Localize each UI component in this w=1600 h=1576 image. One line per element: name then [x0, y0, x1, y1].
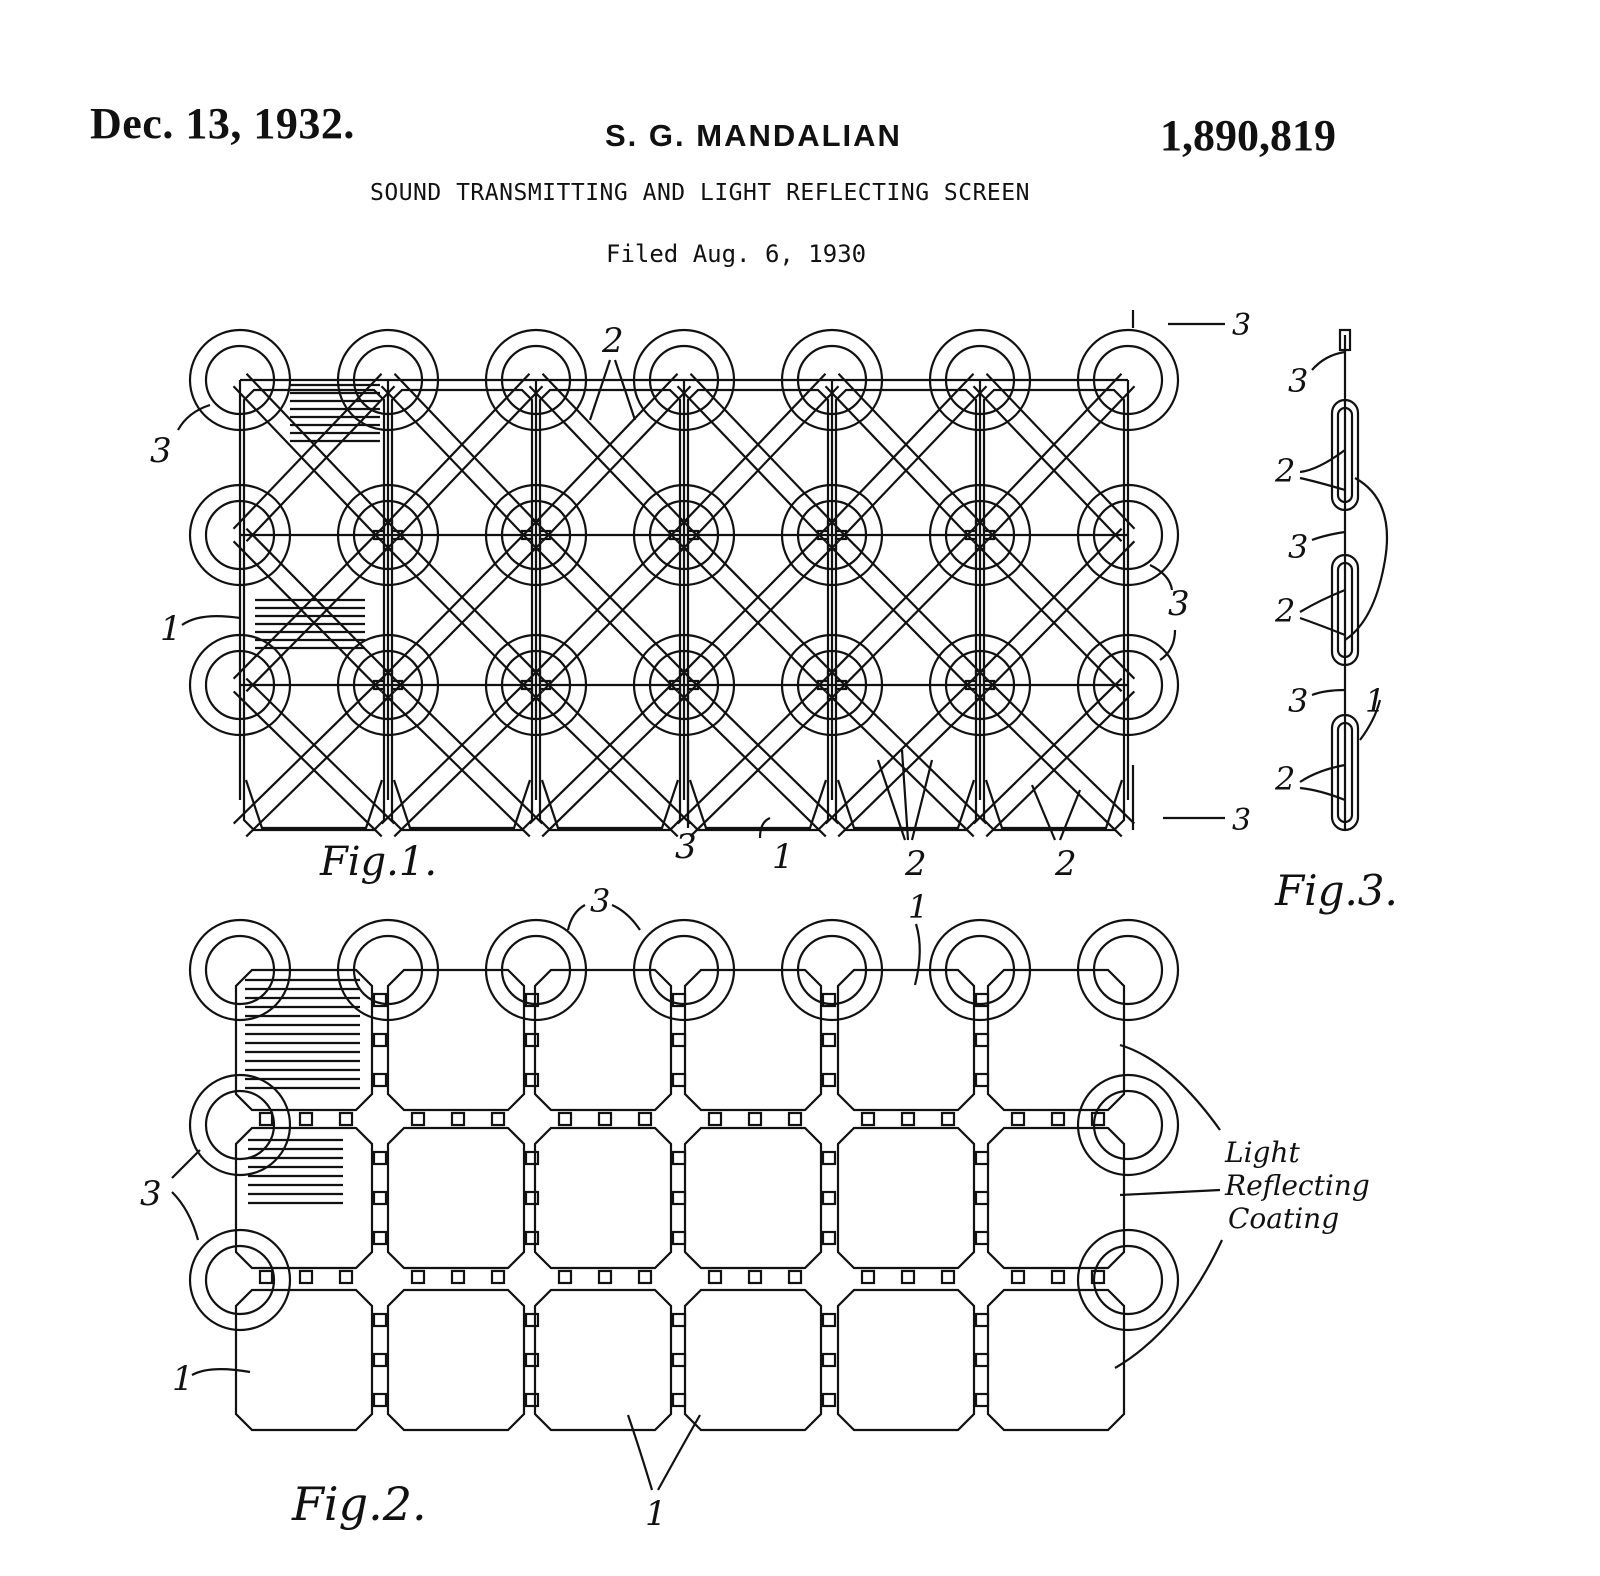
ref-2-fig3-a: 2	[1275, 452, 1296, 490]
ref-1-fig2-top: 1	[908, 888, 929, 926]
fig2-connector	[374, 1354, 386, 1366]
fig1-link-bar	[530, 529, 691, 692]
fig1-bottom-edge	[394, 780, 530, 828]
fig2-connector	[526, 1232, 538, 1244]
fig2-tile-r1-c1	[388, 1128, 524, 1268]
fig1-link-bar	[382, 529, 543, 692]
fig1-link-bar	[234, 529, 395, 692]
ref-3-fig1-right: 3	[1168, 584, 1190, 624]
fig2-connector	[374, 1152, 386, 1164]
fig2-connector	[260, 1113, 272, 1125]
fig2-connector	[823, 1074, 835, 1086]
fig2-connector	[976, 1152, 988, 1164]
fig2-connector	[374, 1232, 386, 1244]
fig2-connector	[452, 1113, 464, 1125]
ref-2-fig1-bottom-a: 2	[905, 844, 927, 884]
fig2-connector	[709, 1113, 721, 1125]
ref-3-fig2-top: 3	[590, 882, 611, 920]
fig2-connector	[412, 1113, 424, 1125]
fig1-link-bar	[826, 529, 987, 692]
fig1-bottom-edge	[690, 780, 826, 828]
figure-2-label: Fig.2.	[292, 1477, 427, 1531]
fig2-connector	[526, 1152, 538, 1164]
fig1-backing-panel	[244, 390, 384, 830]
fig2-tile-r2-c2	[535, 1290, 671, 1430]
fig2-connector	[673, 1314, 685, 1326]
figure-3-label: Fig.3.	[1275, 866, 1398, 915]
fig2-connector	[749, 1113, 761, 1125]
fig2-connector	[976, 1354, 988, 1366]
fig2-connector	[300, 1113, 312, 1125]
fig2-connector	[526, 1034, 538, 1046]
fig2-connector	[673, 1354, 685, 1366]
fig1-link-bar	[678, 529, 839, 692]
ref-1-fig2-bottom: 1	[645, 1494, 667, 1534]
fig1-link-bar	[826, 529, 987, 692]
fig2-connector	[452, 1271, 464, 1283]
fig2-connector	[1012, 1271, 1024, 1283]
coating-label-line2: Reflecting	[1225, 1169, 1370, 1202]
fig2-connector	[823, 1192, 835, 1204]
fig2-tile-r2-c5	[988, 1290, 1124, 1430]
fig2-connector	[340, 1113, 352, 1125]
fig2-connector	[526, 1354, 538, 1366]
fig2-connector	[823, 1394, 835, 1406]
fig2-connector	[823, 1314, 835, 1326]
fig2-connector	[976, 1034, 988, 1046]
fig1-backing-panel	[984, 390, 1124, 830]
figure-2-drawing	[190, 920, 1178, 1430]
ref-2-fig3-c: 2	[1275, 760, 1296, 798]
fig1-backing-panel	[392, 390, 532, 830]
fig2-connector	[1052, 1271, 1064, 1283]
ref-2-fig3-b: 2	[1275, 592, 1296, 630]
fig2-connector	[942, 1113, 954, 1125]
fig1-link-bar	[677, 374, 838, 541]
fig1-bottom-edge	[246, 780, 382, 828]
fig2-connector	[749, 1271, 761, 1283]
fig2-connector	[526, 1314, 538, 1326]
patent-number: 1,890,819	[1160, 111, 1336, 160]
fig2-connector	[492, 1113, 504, 1125]
fig1-link-bar	[825, 374, 986, 541]
fig2-tile-r2-c1	[388, 1290, 524, 1430]
fig2-connector	[976, 1192, 988, 1204]
fig2-tile-r0-c3	[685, 970, 821, 1110]
fig2-connector	[789, 1113, 801, 1125]
fig2-tile-r1-c4	[838, 1128, 974, 1268]
patent-date: Dec. 13, 1932.	[90, 99, 355, 148]
fig2-connector	[639, 1271, 651, 1283]
fig1-link-bar	[382, 529, 543, 692]
fig1-backing-panel	[540, 390, 680, 830]
fig2-connector	[639, 1113, 651, 1125]
ref-3-fig2-left: 3	[140, 1174, 162, 1214]
fig2-connector	[673, 1192, 685, 1204]
fig1-link-bar	[529, 374, 690, 541]
coating-label-line3: Coating	[1228, 1202, 1340, 1235]
fig1-link-bar	[678, 529, 839, 692]
ref-3-fig3-a: 3	[1288, 362, 1309, 400]
fig1-link-bar	[974, 529, 1135, 692]
fig2-connector	[976, 1394, 988, 1406]
fig2-connector	[976, 1232, 988, 1244]
fig1-link-bar	[825, 374, 986, 541]
fig2-tile-r2-c4	[838, 1290, 974, 1430]
fig2-connector	[260, 1271, 272, 1283]
fig2-connector	[673, 1232, 685, 1244]
fig2-connector	[374, 1314, 386, 1326]
fig1-link-bar	[381, 374, 542, 541]
fig2-connector	[862, 1271, 874, 1283]
fig2-connector	[374, 1394, 386, 1406]
inventor-name: S. G. MANDALIAN	[605, 118, 902, 153]
ref-2-fig1-bottom-b: 2	[1055, 844, 1077, 884]
fig1-link-bar	[973, 374, 1134, 541]
ref-3-fig3-b: 3	[1288, 528, 1309, 566]
fig2-connector	[942, 1271, 954, 1283]
ref-3-fig1-section-bottom: 3	[1232, 803, 1252, 838]
fig1-backing-panel	[836, 390, 976, 830]
patent-title: SOUND TRANSMITTING AND LIGHT REFLECTING SCREEN	[370, 180, 1030, 206]
ref-2-fig1-top: 2	[602, 321, 624, 361]
ref-1-fig1-bottom: 1	[772, 837, 794, 877]
fig2-connector	[526, 1074, 538, 1086]
fig1-link-bar	[529, 374, 690, 541]
fig2-connector	[492, 1271, 504, 1283]
fig2-connector	[526, 1394, 538, 1406]
fig2-connector	[559, 1113, 571, 1125]
fig2-tile-r1-c2	[535, 1128, 671, 1268]
fig2-connector	[976, 1074, 988, 1086]
fig1-shading-hatch	[290, 385, 380, 441]
fig2-connector	[374, 1192, 386, 1204]
figure-1-label: Fig.1.	[320, 839, 438, 885]
fig2-tile-r0-c2	[535, 970, 671, 1110]
figure-1-drawing	[190, 330, 1178, 836]
fig2-connector	[823, 1034, 835, 1046]
fig1-link-bar	[974, 529, 1135, 692]
fig2-tile-r2-c3	[685, 1290, 821, 1430]
fig2-connector	[862, 1113, 874, 1125]
figure-3-drawing	[1332, 330, 1358, 830]
fig2-connector	[673, 1074, 685, 1086]
fig2-connector	[599, 1271, 611, 1283]
fig1-link-bar	[973, 374, 1134, 541]
fig2-connector	[673, 1394, 685, 1406]
fig2-connector	[709, 1271, 721, 1283]
fig2-connector	[340, 1271, 352, 1283]
fig1-link-bar	[677, 374, 838, 541]
fig2-connector	[902, 1113, 914, 1125]
fig1-shading-hatch	[255, 600, 365, 648]
ref-3-fig3-c: 3	[1288, 682, 1309, 720]
figure-3-callouts	[1274, 352, 1398, 915]
fig1-link-bar	[233, 374, 394, 541]
fig2-connector	[526, 1192, 538, 1204]
fig2-connector	[673, 1152, 685, 1164]
fig1-bottom-edge	[986, 780, 1122, 828]
fig2-connector	[673, 1034, 685, 1046]
fig1-link-bar	[233, 374, 394, 541]
fig2-connector	[1012, 1113, 1024, 1125]
ref-3-fig1-left: 3	[150, 431, 172, 471]
fig2-connector	[902, 1271, 914, 1283]
fig2-connector	[789, 1271, 801, 1283]
fig2-connector	[374, 1074, 386, 1086]
fig2-tile-r1-c3	[685, 1128, 821, 1268]
fig2-connector	[1052, 1113, 1064, 1125]
ref-3-fig1-bottom: 3	[675, 827, 697, 867]
fig2-connector	[374, 1034, 386, 1046]
ref-1-fig2-left: 1	[172, 1359, 194, 1399]
fig2-shading-hatch	[248, 1140, 343, 1203]
fig2-tile-r0-c5	[988, 970, 1124, 1110]
fig1-backing-panel	[688, 390, 828, 830]
ref-1-fig3: 1	[1365, 682, 1386, 720]
fig1-bottom-edge	[542, 780, 678, 828]
fig2-connector	[823, 1232, 835, 1244]
fig2-connector	[559, 1271, 571, 1283]
fig2-connector	[823, 1152, 835, 1164]
fig2-tile-r0-c1	[388, 970, 524, 1110]
fig2-connector	[599, 1113, 611, 1125]
fig2-connector	[976, 1314, 988, 1326]
ref-3-fig1-section-top: 3	[1232, 308, 1252, 343]
fig2-connector	[823, 1354, 835, 1366]
filing-date: Filed Aug. 6, 1930	[606, 240, 867, 268]
fig1-link-bar	[234, 529, 395, 692]
fig2-connector	[300, 1271, 312, 1283]
fig2-connector	[412, 1271, 424, 1283]
fig1-link-bar	[381, 374, 542, 541]
fig1-link-bar	[530, 529, 691, 692]
ref-1-fig1-left: 1	[160, 609, 182, 649]
coating-label-line1: Light	[1225, 1136, 1300, 1169]
